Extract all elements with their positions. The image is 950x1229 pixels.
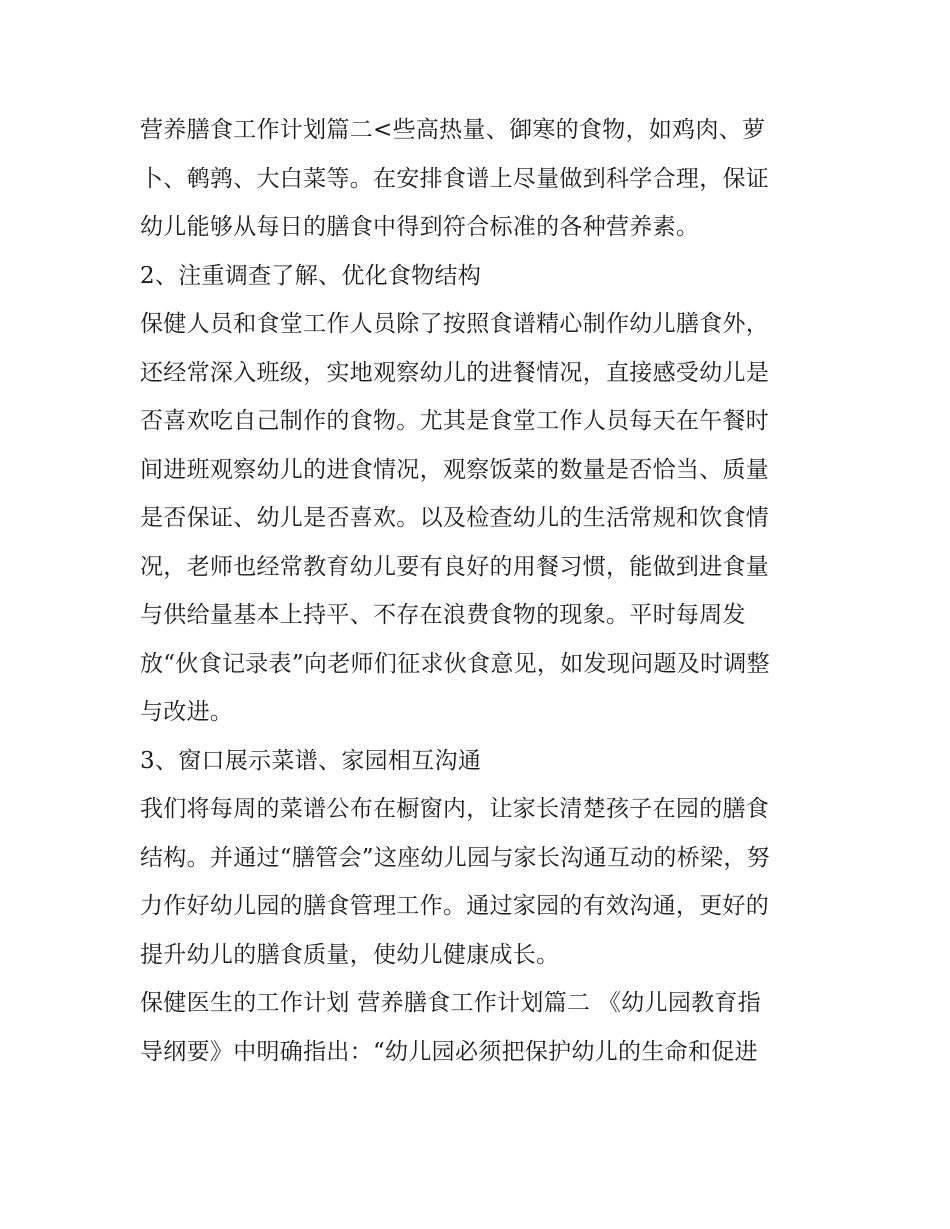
text-line: 营养膳食工作计划篇二<些高热量、御寒的食物，如鸡肉、萝: [140, 117, 766, 143]
text-line: 还经常深入班级，实地观察幼儿的进餐情况，直接感受幼儿是: [140, 359, 770, 386]
section-heading: 2、注重调查了解、优化食物结构: [140, 262, 482, 289]
section-heading: 3、窗口展示菜谱、家园相互沟通: [140, 747, 482, 774]
text-line: 与改进。: [140, 699, 234, 725]
text-line: 保健医生的工作计划 营养膳食工作计划篇二 《幼儿园教育指: [140, 990, 762, 1016]
text-line: 放“伙食记录表”向老师们征求伙食意见，如发现问题及时调整: [140, 650, 770, 677]
text-line: 是否保证、幼儿是否喜欢。以及检查幼儿的生活常规和饮食情: [140, 505, 770, 531]
text-line: 否喜欢吃自己制作的食物。尤其是食堂工作人员每天在午餐时: [140, 408, 770, 434]
text-line: 况，老师也经常教育幼儿要有良好的用餐习惯，能做到进食量: [140, 553, 770, 580]
text-line: 导纲要》中明确指出：“幼儿园必须把保护幼儿的生命和促进: [140, 1038, 758, 1065]
text-line: 保健人员和食堂工作人员除了按照食谱精心制作幼儿膳食外，: [140, 311, 770, 337]
text-line: 卜、鹌鹑、大白菜等。在安排食谱上尽量做到科学合理，保证: [140, 165, 770, 192]
text-line: 与供给量基本上持平、不存在浪费食物的现象。平时每周发: [140, 602, 746, 628]
text-line: 幼儿能够从每日的膳食中得到符合标准的各种营养素。: [140, 214, 700, 240]
text-line: 结构。并通过“膳管会”这座幼儿园与家长沟通互动的桥梁，努: [140, 844, 770, 871]
text-line: 间进班观察幼儿的进食情况，观察饭菜的数量是否恰当、质量: [140, 456, 770, 483]
text-line: 提升幼儿的膳食质量，使幼儿健康成长。: [140, 941, 560, 968]
text-line: 力作好幼儿园的膳食管理工作。通过家园的有效沟通，更好的: [140, 893, 770, 919]
text-line: 我们将每周的菜谱公布在橱窗内，让家长清楚孩子在园的膳食: [140, 796, 770, 822]
document-body: [140, 106, 820, 1076]
